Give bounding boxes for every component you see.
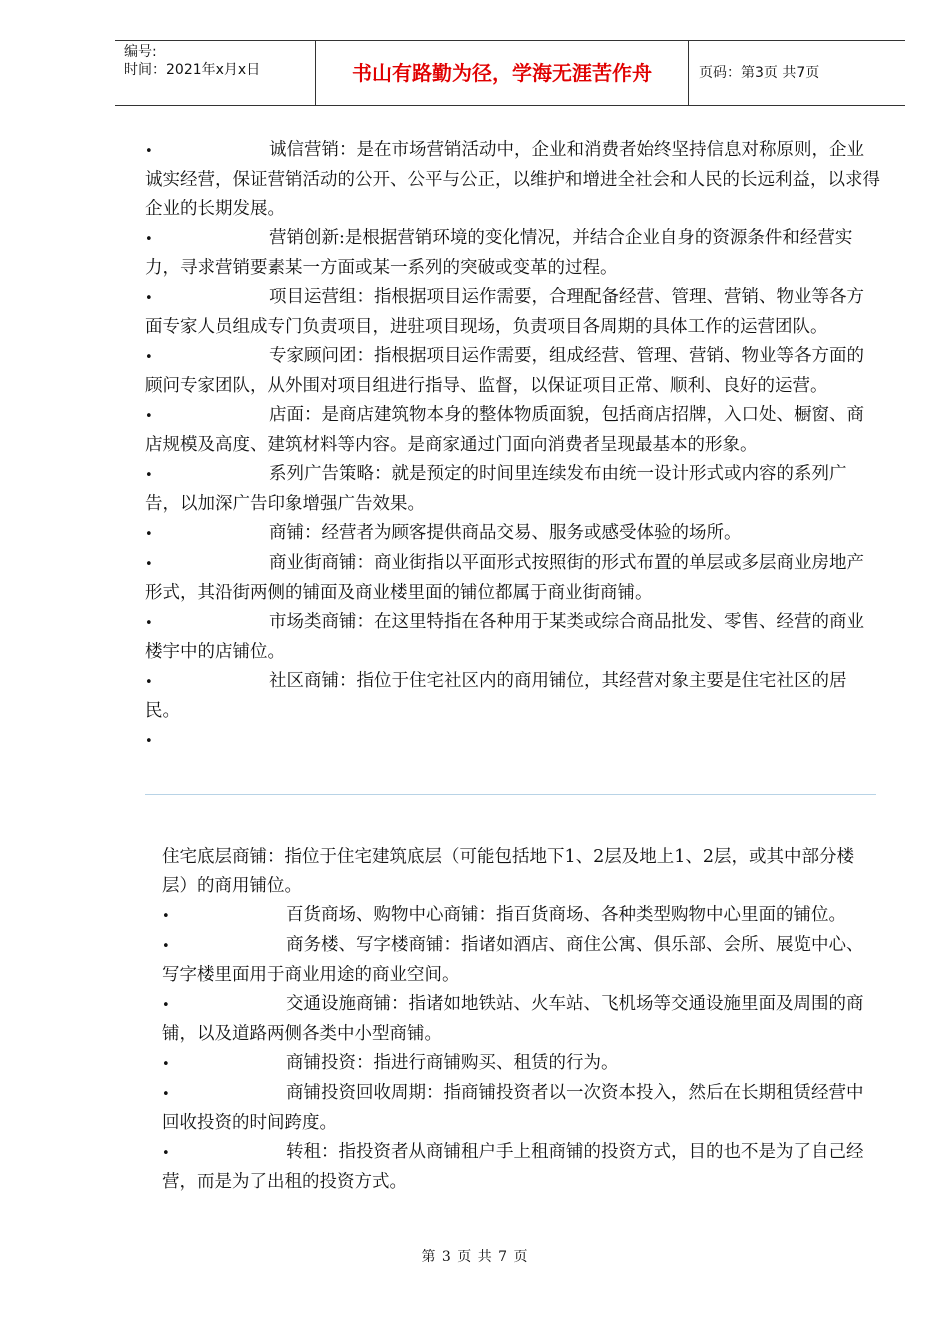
section-divider — [145, 794, 876, 795]
page-header — [115, 40, 905, 106]
entry-text: 诚信营销：是在市场营销活动中，企业和消费者始终坚持信息对称原则，企业诚实经营，保证营销活动的公开、公平与公正，以维护和增进全社会和人民的长远利益，以求得企业的长期发展。 — [145, 140, 880, 219]
glossary-entry — [162, 1079, 867, 1138]
bullet-icon: • — [145, 232, 153, 247]
glossary-entry — [162, 931, 867, 990]
bullet-icon: • — [145, 557, 153, 572]
glossary-entry — [145, 667, 880, 726]
glossary-entry — [145, 549, 880, 608]
glossary-entry — [145, 136, 880, 224]
bullet-icon: • — [162, 998, 170, 1013]
glossary-entry — [145, 460, 880, 519]
bullet-icon: • — [162, 1087, 170, 1102]
entry-text: 专家顾问团：指根据项目运作需要，组成经营、管理、营销、物业等各方面的顾问专家团队，从外围对项目组进行指导、监督，以保证项目正常、顺利、良好的运营。 — [145, 346, 864, 396]
glossary-entry — [145, 608, 880, 667]
document-time-label: 时间：2021年x月x日 — [124, 62, 261, 78]
entry-text: 营销创新:是根据营销环境的变化情况，并结合企业自身的资源条件和经营实力，寻求营销要素某一方面或某一系列的突破或变革的过程。 — [145, 228, 853, 278]
continuation-entry: 住宅底层商铺：指位于住宅建筑底层（可能包括地下1、2层及地上1、2层，或其中部分楼层）的商用铺位。 — [162, 847, 855, 896]
glossary-entry — [145, 726, 880, 756]
glossary-entry — [145, 224, 880, 283]
bullet-icon: • — [162, 909, 170, 924]
entry-text: 项目运营组：指根据项目运作需要，合理配备经营、管理、营销、物业等各方面专家人员组成专门负责项目，进驻项目现场，负责项目各周期的具体工作的运营团队。 — [145, 287, 864, 337]
entry-text: 商铺投资回收周期：指商铺投资者以一次资本投入，然后在长期租赁经营中回收投资的时间跨度。 — [162, 1083, 864, 1133]
entry-text: 百货商场、购物中心商铺：指百货商场、各种类型购物中心里面的铺位。 — [286, 905, 846, 925]
document-number-label: 编号: — [124, 44, 157, 60]
bullet-icon: • — [145, 675, 153, 690]
entry-text: 商业街商铺：商业街指以平面形式按照街的形式布置的单层或多层商业房地产形式，其沿街两侧的铺面及商业楼里面的铺位都属于商业街商铺。 — [145, 553, 864, 603]
glossary-entry — [162, 1049, 867, 1079]
bullet-icon: • — [162, 1146, 170, 1161]
header-page-label: 页码：第3页 共7页 — [699, 65, 820, 81]
glossary-section-2 — [162, 843, 867, 1197]
entry-text: 转租：指投资者从商铺租户手上租商铺的投资方式，目的也不是为了自己经营，而是为了出租的投资方式。 — [162, 1142, 864, 1192]
entry-text: 系列广告策略：就是预定的时间里连续发布由统一设计形式或内容的系列广告，以加深广告印象增强广告效果。 — [145, 464, 847, 514]
header-meta — [115, 41, 315, 105]
bullet-icon: • — [145, 291, 153, 306]
entry-text: 市场类商铺：在这里特指在各种用于某类或综合商品批发、零售、经营的商业楼宇中的店铺位。 — [145, 612, 864, 662]
glossary-entry — [162, 1138, 867, 1197]
entry-text: 社区商铺：指位于住宅社区内的商用铺位，其经营对象主要是住宅社区的居民。 — [145, 671, 847, 721]
bullet-icon: • — [145, 616, 153, 631]
entry-text: 商铺投资：指进行商铺购买、租赁的行为。 — [286, 1053, 619, 1073]
bullet-icon: • — [145, 409, 153, 424]
bullet-icon: • — [145, 350, 153, 365]
glossary-entry — [162, 990, 867, 1049]
glossary-entry — [145, 342, 880, 401]
bullet-icon: • — [145, 468, 153, 483]
entry-text: 商务楼、写字楼商铺：指诸如酒店、商住公寓、俱乐部、会所、展览中心、写字楼里面用于商业用途的商业空间。 — [162, 935, 864, 985]
entry-text: 交通设施商铺：指诸如地铁站、火车站、飞机场等交通设施里面及周围的商铺，以及道路两侧各类中小型商铺。 — [162, 994, 864, 1044]
header-motto: 书山有路勤为径，学海无涯苦作舟 — [315, 41, 689, 105]
glossary-entry — [145, 401, 880, 460]
bullet-icon: • — [162, 1057, 170, 1072]
entry-text: 商铺：经营者为顾客提供商品交易、服务或感受体验的场所。 — [269, 523, 742, 543]
entry-text: 店面：是商店建筑物本身的整体物质面貌，包括商店招牌，入口处、橱窗、商店规模及高度、建筑材料等内容。是商家通过门面向消费者呈现最基本的形象。 — [145, 405, 864, 455]
bullet-icon: • — [145, 734, 153, 749]
glossary-entry — [145, 519, 880, 549]
page-footer: 第 3 页 共 7 页 — [421, 1249, 529, 1265]
bullet-icon: • — [145, 527, 153, 542]
glossary-entry — [145, 283, 880, 342]
glossary-section-1 — [145, 136, 880, 756]
bullet-icon: • — [145, 144, 153, 159]
bullet-icon: • — [162, 939, 170, 954]
glossary-entry — [162, 901, 867, 931]
